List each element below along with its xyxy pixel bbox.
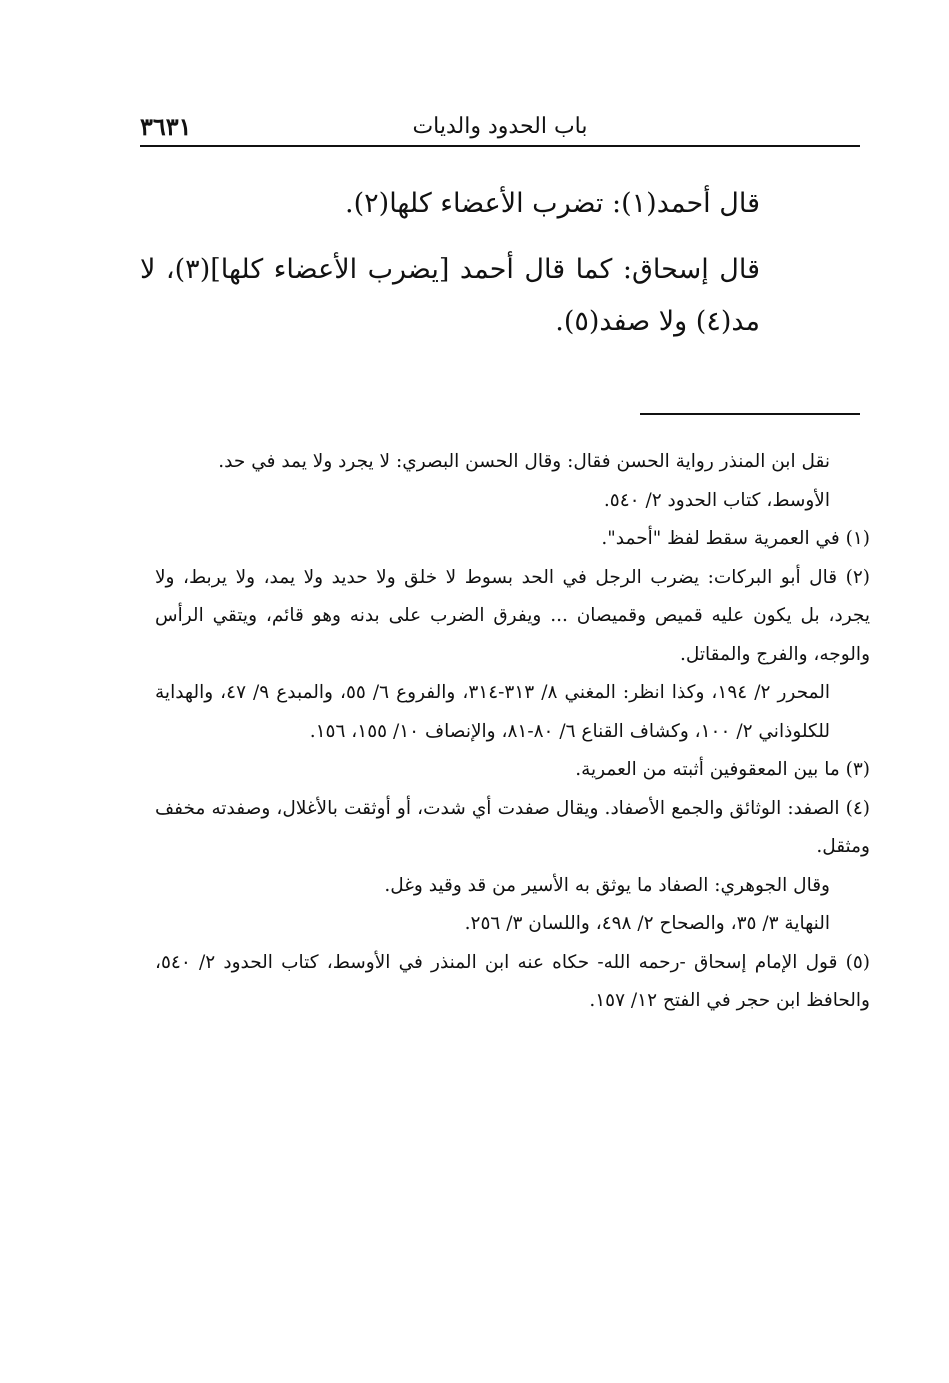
footnote-4-references: النهاية ٣/ ٣٥، والصحاح ٢/ ٤٩٨، واللسان ٣/ ٢٥٦. [464,913,830,934]
main-line-ishaq: قال إسحاق: كما قال أحمد [يضرب الأعضاء كلها](٣)، لا مد(٤) ولا صفد(٥). [140,254,760,337]
footnote-continuation-1: نقل ابن المنذر رواية الحسن فقال: وقال الحسن البصري: لا يجرد ولا يمد في حد. [218,451,830,472]
footnote-1: (١) في العمرية سقط لفظ "أحمد". [601,528,870,549]
footnote-5: (٥) قول الإمام إسحاق -رحمه الله- حكاه عنه ابن المنذر في الأوسط، كتاب الحدود ٢/ ٥٤٠، والحافظ ابن حجر في الفتح ١٢/ ١٥٧. [155,951,870,1011]
footnote-separator [640,413,860,415]
footnote-4-jawhari: وقال الجوهري: الصفاد ما يوثق به الأسير من قد وقيد وغل. [384,874,830,896]
header-rule [140,145,860,147]
footnote-4: (٤) الصفد: الوثائق والجمع الأصفاد. ويقال صفدت أي شدت، أو أوثقت بالأغلال، وصفدته مخفف ومثقل. [155,797,870,857]
footnotes [155,443,870,1021]
running-header-title: باب الحدود والديات [412,114,588,139]
footnote-2: (٢) قال أبو البركات: يضرب الرجل في الحد بسوط لا خلق ولا حديد ولا يمد، ولا يربط، ولا يجرد، بل يكون عليه قميص وقميصان ... ويفرق الضرب على بدنه وهو قائم، ويتقي الرأس والوجه، والفرج والمقاتل. [155,566,870,665]
footnote-continuation-2: الأوسط، كتاب الحدود ٢/ ٥٤٠. [603,489,830,511]
main-text [140,178,760,362]
footnote-3: (٣) ما بين المعقوفين أثبته من العمرية. [575,759,870,780]
main-line-ahmad: قال أحمد(١): تضرب الأعضاء كلها(٢). [345,188,760,219]
page-number: ٣٦٣١ [140,112,192,141]
footnote-2-references: المحرر ٢/ ١٩٤، وكذا انظر: المغني ٨/ ٣١٣-٣١٤، والفروع ٦/ ٥٥، والمبدع ٩/ ٤٧، والهداية للكلوذاني ٢/ ١٠٠، وكشاف القناع ٦/ ٨٠-٨١، والإنصاف ١٠/ ١٥٥، ١٥٦. [155,682,830,742]
